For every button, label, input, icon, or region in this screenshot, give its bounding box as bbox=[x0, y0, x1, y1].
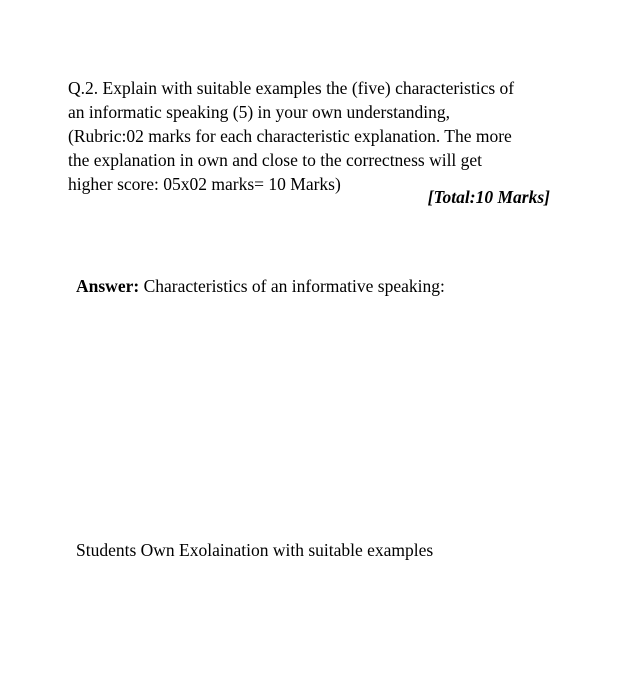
question-line: an informatic speaking (5) in your own understanding, bbox=[68, 102, 450, 122]
answer-text: Characteristics of an informative speaking: bbox=[139, 276, 445, 296]
answer-heading bbox=[76, 276, 445, 297]
question-text bbox=[68, 76, 568, 196]
question-line: (Rubric:02 marks for each characteristic explanation. The more bbox=[68, 126, 512, 146]
student-note: Students Own Exolaination with suitable examples bbox=[76, 540, 434, 560]
total-marks: [Total:10 Marks] bbox=[427, 187, 550, 207]
question-line: higher score: 05x02 marks= 10 Marks) bbox=[68, 174, 341, 194]
answer-label: Answer: bbox=[76, 276, 140, 296]
question-line: the explanation in own and close to the correctness will get bbox=[68, 150, 483, 170]
question-line: Q.2. Explain with suitable examples the (five) characteristics of bbox=[68, 78, 515, 98]
